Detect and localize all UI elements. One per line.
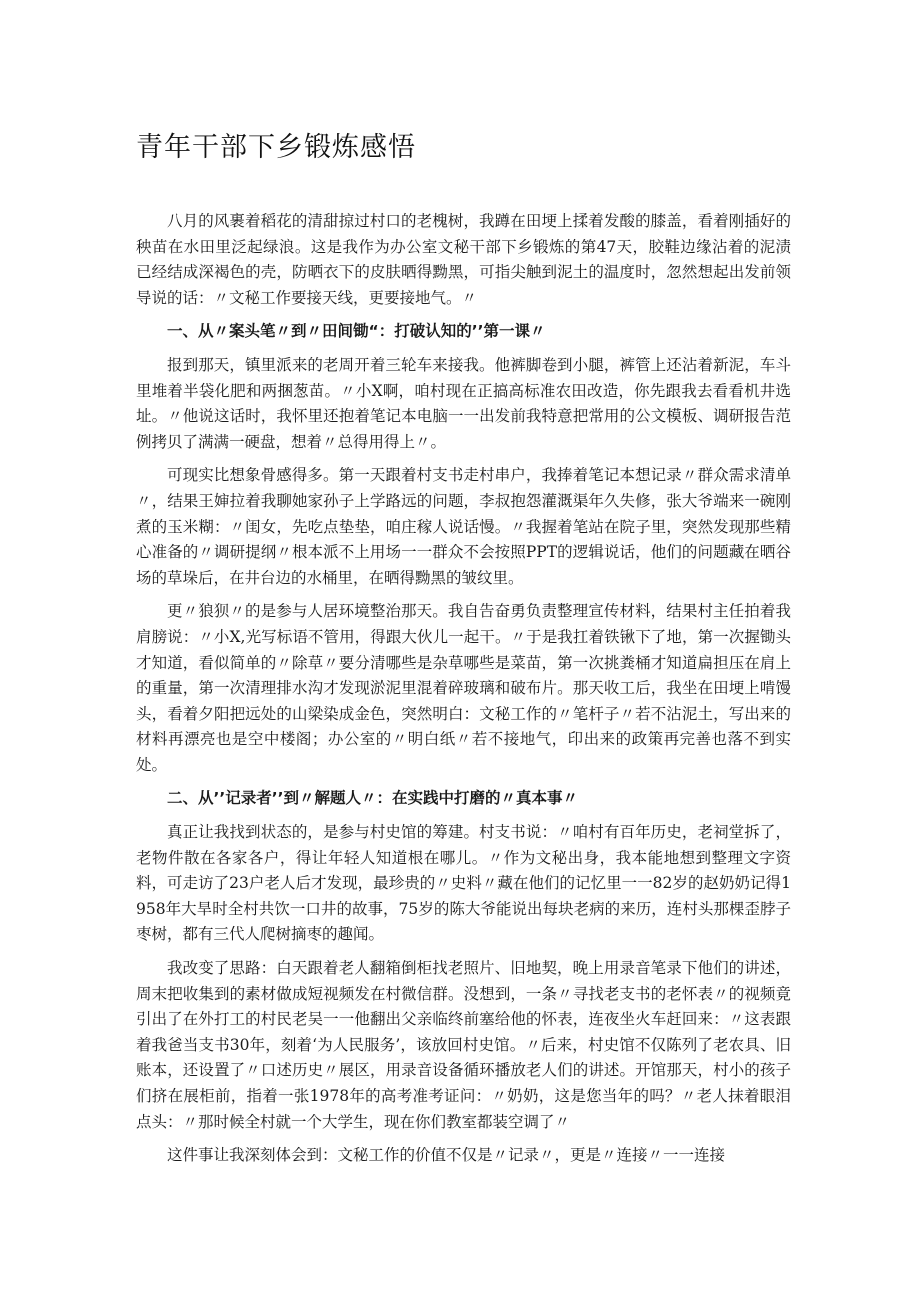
paragraph-cleanup: 更〃狼狈〃的是参与人居环境整治那天。我自告奋勇负责整理宣传材料，结果村主任拍着我肩膀说：〃小X,光写标语不管用，得跟大伙儿一起干。〃于是我扛着铁锹下了地，第一次握锄头才知道，看似简单的〃除草〃要分清哪些是杂草哪些是菜苗，第一次挑粪桶才知道扁担压在肩上的重量，第一次清理排水沟才发现淤泥里混着碎玻璃和破布片。那天收工后，我坐在田埂上啃馒头，看着夕阳把远处的山梁染成金色，突然明白：文秘工作的〃笔杆子〃若不沾泥土，写出来的材料再漂亮也是空中楼阁；办公室的〃明白纸〃若不接地气，印出来的政策再完善也落不到实处。 — [136, 602, 791, 774]
paragraph-intro: 八月的风裹着稻花的清甜掠过村口的老槐树，我蹲在田埂上揉着发酸的膝盖，看着刚插好的秧苗在水田里泛起绿浪。这是我作为办公室文秘干部下乡锻炼的第47天，胶鞋边缘沾着的泥渍已经结成深褐色的壳，防晒衣下的皮肤晒得黝黑，可指尖触到泥土的温度时，忽然想起出发前领导说的话：〃文秘工作要接天线，更要接地气。〃 — [136, 212, 791, 307]
paragraph-new-approach: 我改变了思路：白天跟着老人翻箱倒柜找老照片、旧地契，晚上用录音笔录下他们的讲述，周末把收集到的素材做成短视频发在村微信群。没想到，一条〃寻找老支书的老怀表〃的视频竟引出了在外打工的村民老吴一一他翻出父亲临终前塞给他的怀表，连夜坐火车赶回来：〃这表跟着我爸当支书30年，刻着‘为人民服务’，该放回村史馆。〃后来，村史馆不仅陈列了老农具、旧账本，还设置了〃口述历史〃展区，用录音设备循环播放老人们的讲述。开馆那天，村小的孩子们挤在展柜前，指着一张1978年的高考准考证问：〃奶奶，这是您当年的吗？〃老人抹着眼泪点头：〃那时候全村就一个大学生，现在你们教室都装空调了〃 — [136, 959, 791, 1131]
paragraph-arrival: 报到那天，镇里派来的老周开着三轮车来接我。他裤脚卷到小腿，裤管上还沾着新泥，车斗里堆着半袋化肥和两捆葱苗。〃小X啊，咱村现在正搞高标准农田改造，你先跟我去看看机井选址。〃他说这话时，我怀里还抱着笔记本电脑一一出发前我特意把常用的公文模板、调研报告范例拷贝了满满一硬盘，想着〃总得用得上〃。 — [136, 355, 791, 451]
paragraph-village-history: 真正让我找到状态的，是参与村史馆的筹建。村支书说：〃咱村有百年历史，老祠堂拆了，老物件散在各家各户，得让年轻人知道根在哪儿。〃作为文秘出身，我本能地想到整理文字资料，可走访了23户老人后才发现，最珍贵的〃史料〃藏在他们的记忆里一一82岁的赵奶奶记得1958年大旱时全村共饮一口井的故事，75岁的陈大爷能说出每块老病的来历，连村头那棵歪脖子枣树，都有三代人爬树摘枣的趣闻。 — [136, 823, 791, 944]
section-heading-2: 二、从’’记录者’’到〃解题人〃：在实践中打磨的〃真本事〃 — [167, 789, 579, 808]
paragraph-reality: 可现实比想象骨感得多。第一天跟着村支书走村串户，我捧着笔记本想记录〃群众需求清单〃，结果王婶拉着我聊她家孙子上学路远的问题，李叔抱怨灌溉渠年久失修，张大爷端来一碗刚煮的玉米糊：〃闺女，先吃点垫垫，咱庄稼人说话慢。〃我握着笔站在院子里，突然发现那些精心准备的〃调研提纲〃根本派不上用场一一群众不会按照PPT的逻辑说话，他们的问题藏在晒谷场的草垛后，在井台边的水桶里，在晒得黝黑的皱纹里。 — [136, 466, 791, 587]
document-body — [136, 209, 791, 1177]
paragraph-reflection: 这件事让我深刻体会到：文秘工作的价值不仅是〃记录〃，更是〃连接〃一一连接 — [167, 1146, 726, 1165]
document-title: 青年干部下乡锻炼感悟 — [136, 132, 416, 163]
section-heading-1: 一、从〃案头笔〃到〃田间锄“：打破认知的’’第一课〃 — [167, 322, 546, 341]
